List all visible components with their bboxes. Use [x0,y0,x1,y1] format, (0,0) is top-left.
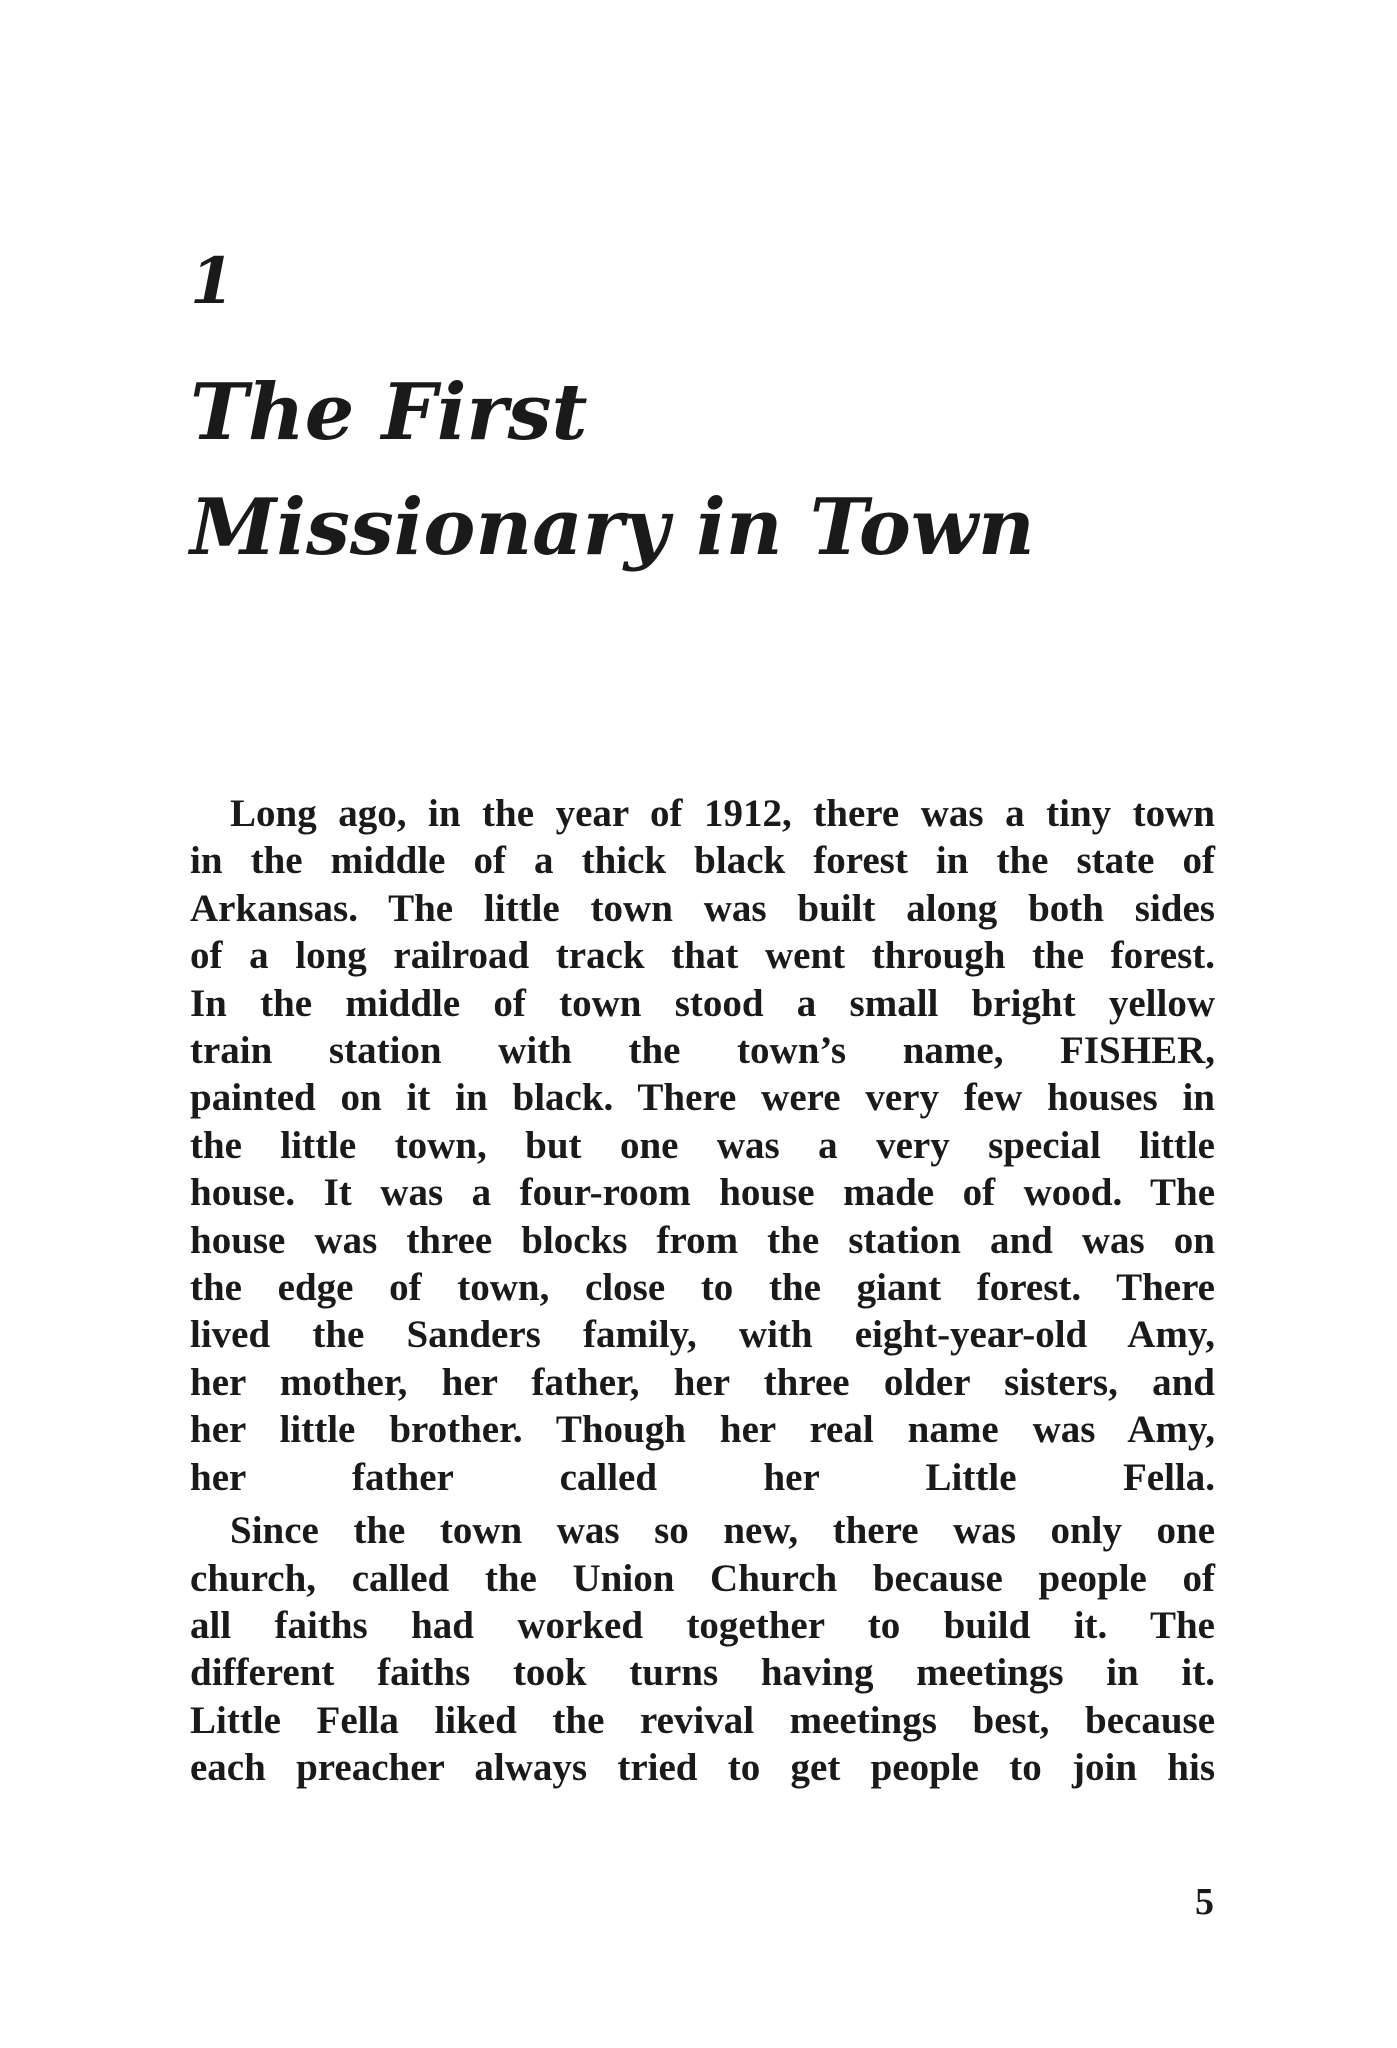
text-line: church, called the Union Church because people of [190,1556,1215,1600]
text-line: her mother, her father, her three older sisters, and [190,1360,1215,1404]
text-line: lived the Sanders family, with eight-year-old Amy, [190,1313,1215,1357]
text-line: Since the town was so new, there was only one [230,1509,1215,1553]
text-line: train station with the town’s name, FISHER, [190,1029,1215,1073]
text-line: the edge of town, close to the giant forest. There [190,1266,1215,1310]
text-line: Arkansas. The little town was built along both sides [190,886,1215,930]
text-line: Long ago, in the year of 1912, there was a tiny town [230,792,1215,835]
paragraph-2 [190,1507,1215,1791]
text-line: the little town, but one was a very special little [190,1123,1215,1167]
chapter-title [190,355,1190,585]
text-line: her father called her Little Fella. [190,1455,1215,1499]
chapter-title-line-2: Missionary in Town [190,482,1035,573]
text-line: her little brother. Though her real name was Amy, [190,1408,1215,1452]
body-text [190,790,1215,1792]
text-line: house. It was a four-room house made of wood. The [190,1171,1215,1215]
chapter-number: 1 [190,244,235,319]
text-line: in the middle of a thick black forest in the state of [190,839,1215,883]
text-line: all faiths had worked together to build it. The [190,1603,1215,1647]
text-line: different faiths took turns having meetings in it. [190,1651,1215,1695]
page-number: 5 [1195,1881,1214,1923]
text-line: painted on it in black. There were very few houses in [190,1076,1215,1120]
text-line: each preacher always tried to get people to join his [190,1746,1215,1790]
text-line: house was three blocks from the station and was on [190,1218,1215,1262]
text-line: Little Fella liked the revival meetings best, because [190,1698,1215,1742]
text-line: of a long railroad track that went through the forest. [190,934,1215,978]
text-line: In the middle of town stood a small bright yellow [190,981,1215,1025]
chapter-title-line-1: The First [190,367,588,458]
paragraph-1 [190,790,1215,1501]
